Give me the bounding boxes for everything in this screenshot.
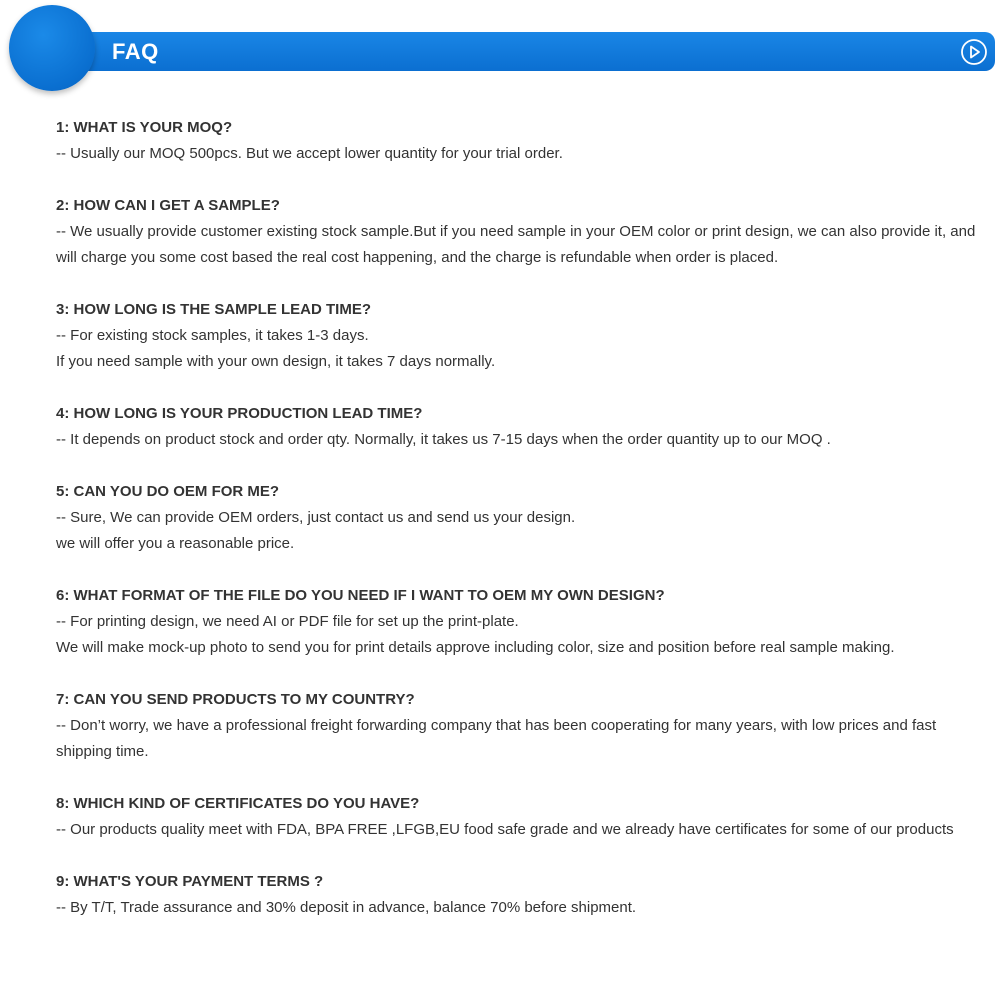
faq-question: 4: HOW LONG IS YOUR PRODUCTION LEAD TIME? — [56, 405, 423, 422]
faq-question: 7: CAN YOU SEND PRODUCTS TO MY COUNTRY? — [56, 691, 415, 708]
faq-answer: -- By T/T, Trade assurance and 30% deposit in advance, balance 70% before shipment. — [56, 899, 637, 916]
faq-item — [56, 401, 976, 453]
faq-item — [56, 583, 976, 661]
header-bar — [48, 32, 995, 71]
faq-answer: -- For existing stock samples, it takes 1-3 days. — [56, 327, 369, 344]
faq-question: 9: WHAT'S YOUR PAYMENT TERMS ? — [56, 873, 324, 890]
faq-item — [56, 869, 976, 921]
faq-list — [56, 115, 976, 947]
play-circle-icon[interactable] — [960, 38, 988, 66]
faq-answer: If you need sample with your own design, it takes 7 days normally. — [56, 353, 496, 370]
faq-answer: -- Our products quality meet with FDA, BPA FREE ,LFGB,EU food safe grade and we already have certificates for some of our products — [56, 821, 954, 838]
faq-question: 5: CAN YOU DO OEM FOR ME? — [56, 483, 280, 500]
faq-answer: -- For printing design, we need AI or PDF file for set up the print-plate. — [56, 613, 519, 630]
faq-answer: -- Sure, We can provide OEM orders, just contact us and send us your design. — [56, 509, 576, 526]
faq-header — [0, 0, 1000, 100]
faq-item — [56, 193, 976, 271]
faq-question: 3: HOW LONG IS THE SAMPLE LEAD TIME? — [56, 301, 371, 318]
faq-answer: -- It depends on product stock and order qty. Normally, it takes us 7-15 days when the order quantity up to our MOQ . — [56, 431, 831, 448]
faq-answer: -- Don’t worry, we have a professional freight forwarding company that has been cooperating for many years, with low prices and fast shipping time. — [56, 717, 937, 760]
faq-answer: We will make mock-up photo to send you for print details approve including color, size and position before real sample making. — [56, 639, 895, 656]
faq-question: 1: WHAT IS YOUR MOQ? — [56, 119, 233, 136]
header-circle — [9, 5, 95, 91]
faq-item — [56, 791, 976, 843]
faq-item — [56, 297, 976, 375]
faq-question: 2: HOW CAN I GET A SAMPLE? — [56, 197, 280, 214]
faq-question: 8: WHICH KIND OF CERTIFICATES DO YOU HAVE? — [56, 795, 420, 812]
faq-item — [56, 479, 976, 557]
faq-answer: -- We usually provide customer existing stock sample.But if you need sample in your OEM color or print design, we can also provide it, and will charge you some cost based the real cost happening, and the charge is refundable when order is placed. — [56, 223, 976, 266]
faq-item — [56, 115, 976, 167]
faq-answer: we will offer you a reasonable price. — [56, 535, 295, 552]
page-title: FAQ — [112, 39, 159, 64]
faq-question: 6: WHAT FORMAT OF THE FILE DO YOU NEED IF I WANT TO OEM MY OWN DESIGN? — [56, 587, 665, 604]
faq-item — [56, 687, 976, 765]
faq-answer: -- Usually our MOQ 500pcs. But we accept lower quantity for your trial order. — [56, 145, 563, 162]
